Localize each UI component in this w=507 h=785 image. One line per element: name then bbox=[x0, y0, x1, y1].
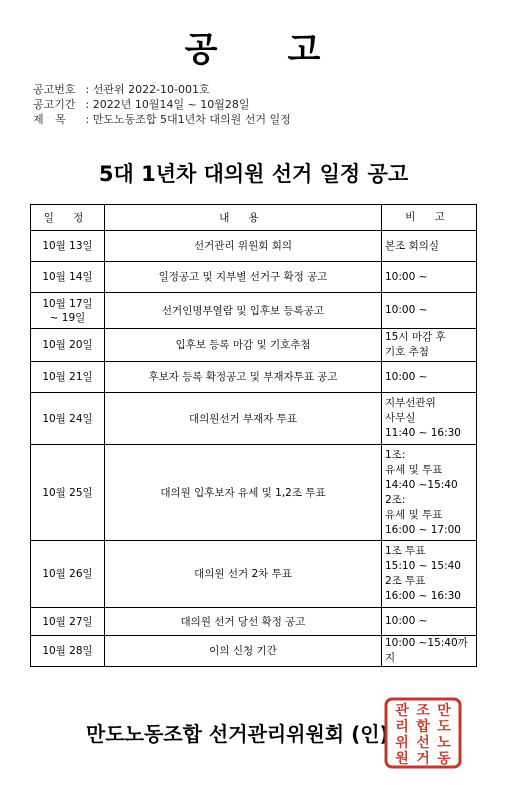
header-note: 비 고 bbox=[382, 205, 477, 231]
schedule-table bbox=[30, 204, 477, 667]
meta-value: 2022년 10월14일 ~ 10월28일 bbox=[92, 98, 250, 111]
seal-char: 선 bbox=[416, 735, 430, 751]
seal-char: 리 bbox=[395, 719, 409, 735]
row-note: 본조 회의실 bbox=[382, 231, 477, 262]
row-note: 15시 마감 후 기호 추첨 bbox=[382, 329, 477, 362]
meta-value: 만도노동조합 5대1년차 대의원 선거 일정 bbox=[92, 113, 291, 126]
header-content: 내 용 bbox=[105, 205, 382, 231]
footer-signature: 만도노동조합 선거관리위원회 (인) bbox=[86, 722, 389, 746]
table-row bbox=[31, 293, 477, 329]
meta-label: 공고기간 bbox=[33, 98, 76, 111]
table-header-row bbox=[31, 205, 477, 231]
row-date: 10월 13일 bbox=[31, 231, 105, 262]
row-content: 대의원 입후보자 유세 및 1,2조 투표 bbox=[105, 445, 382, 541]
seal-char: 동 bbox=[437, 751, 451, 767]
official-seal bbox=[383, 696, 463, 770]
row-date: 10월 25일 bbox=[31, 445, 105, 541]
row-note: 10:00 ~ bbox=[382, 262, 477, 293]
seal-char: 만 bbox=[437, 703, 451, 719]
meta-label: 공고번호 bbox=[33, 83, 76, 96]
meta-label: 제 목 bbox=[33, 113, 70, 126]
row-content: 선거관리 위원회 회의 bbox=[105, 231, 382, 262]
table-row bbox=[31, 231, 477, 262]
title-char-2: 고 bbox=[287, 30, 323, 70]
row-date: 10월 26일 bbox=[31, 541, 105, 608]
seal-char: 조 bbox=[416, 703, 430, 719]
row-note: 10:00 ~ bbox=[382, 362, 477, 393]
seal-char: 도 bbox=[437, 719, 451, 735]
meta-number: 공고번호 : 선관위 2022-10-001호 bbox=[33, 83, 210, 96]
row-date: 10월 14일 bbox=[31, 262, 105, 293]
notice-meta bbox=[33, 82, 291, 127]
title-char-1: 공 bbox=[184, 30, 220, 70]
row-date: 10월 27일 bbox=[31, 608, 105, 636]
row-content: 대의원 선거 2차 투표 bbox=[105, 541, 382, 608]
notice-title bbox=[0, 22, 507, 71]
row-date: 10월 20일 bbox=[31, 329, 105, 362]
row-date: 10월 21일 bbox=[31, 362, 105, 393]
row-note: 1조: 유세 및 투표 14:40 ~15:40 2조: 유세 및 투표 16:00 ~ 17:00 bbox=[382, 445, 477, 541]
schedule-heading: 5대 1년차 대의원 선거 일정 공고 bbox=[98, 162, 409, 186]
seal-char: 노 bbox=[437, 735, 451, 751]
row-content: 이의 신청 기간 bbox=[105, 636, 382, 667]
seal-char: 위 bbox=[395, 735, 409, 751]
row-note: 지부선관위 사무실 11:40 ~ 16:30 bbox=[382, 393, 477, 445]
meta-value: 선관위 2022-10-001호 bbox=[92, 83, 210, 96]
seal-char: 원 bbox=[395, 751, 409, 767]
row-content: 일정공고 및 지부별 선거구 확정 공고 bbox=[105, 262, 382, 293]
table-row bbox=[31, 393, 477, 445]
table-row bbox=[31, 445, 477, 541]
seal-char: 관 bbox=[395, 703, 409, 719]
row-content: 후보자 등록 확정공고 및 부재자투표 공고 bbox=[105, 362, 382, 393]
row-content: 대의원 선거 당선 확정 공고 bbox=[105, 608, 382, 636]
table-row bbox=[31, 329, 477, 362]
table-row bbox=[31, 636, 477, 667]
table-row bbox=[31, 362, 477, 393]
row-content: 선거인명부열람 및 입후보 등록공고 bbox=[105, 293, 382, 329]
row-note: 1조 투표 15:10 ~ 15:40 2조 투표 16:00 ~ 16:30 bbox=[382, 541, 477, 608]
row-note: 10:00 ~ bbox=[382, 608, 477, 636]
table-row bbox=[31, 608, 477, 636]
row-content: 대의원선거 부재자 투표 bbox=[105, 393, 382, 445]
header-date: 일 정 bbox=[31, 205, 105, 231]
row-content: 입후보 등록 마감 및 기호추첨 bbox=[105, 329, 382, 362]
table-row bbox=[31, 541, 477, 608]
meta-subject: 제 목 : 만도노동조합 5대1년차 대의원 선거 일정 bbox=[33, 113, 291, 126]
row-date: 10월 24일 bbox=[31, 393, 105, 445]
seal-char: 합 bbox=[416, 719, 430, 735]
seal-char: 거 bbox=[416, 751, 430, 767]
row-note: 10:00 ~15:40까지 bbox=[382, 636, 477, 667]
meta-period: 공고기간 : 2022년 10월14일 ~ 10월28일 bbox=[33, 98, 250, 111]
row-date: 10월 28일 bbox=[31, 636, 105, 667]
table-body bbox=[31, 231, 477, 667]
row-date: 10월 17일 ~ 19일 bbox=[31, 293, 105, 329]
table-row bbox=[31, 262, 477, 293]
row-note: 10:00 ~ bbox=[382, 293, 477, 329]
